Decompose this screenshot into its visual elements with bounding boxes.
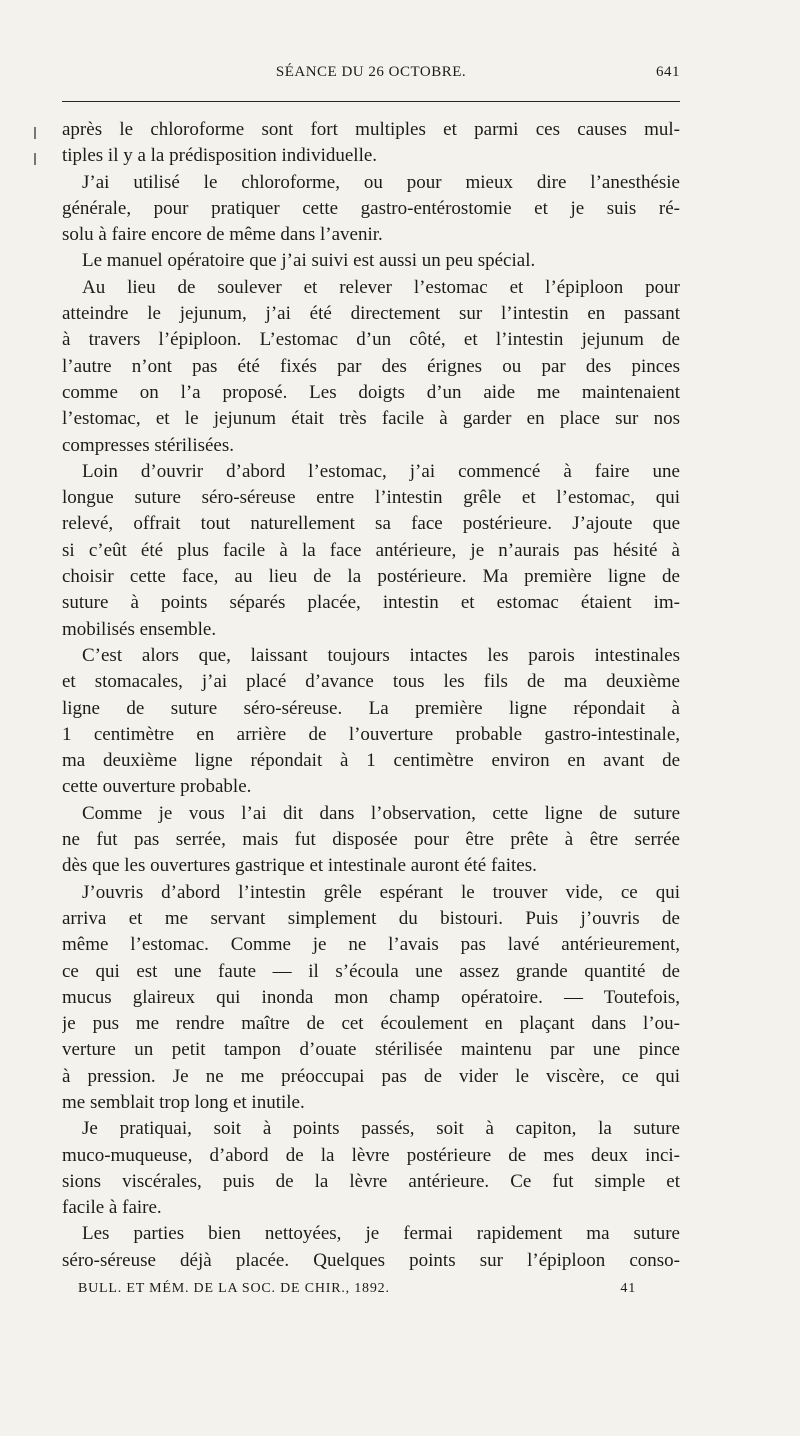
text-line: atteindre le jejunum, j’ai été directement sur l’intestin en passant <box>62 303 680 325</box>
text-line: J’ouvris d’abord l’intestin grêle espérant le trouver vide, ce qui <box>82 881 680 903</box>
text-line: je pus me rendre maître de cet écoulement en plaçant dans l’ou- <box>62 1013 680 1035</box>
text-line: longue suture séro-séreuse entre l’intestin grêle et l’estomac, qui <box>62 487 680 509</box>
text-line: compresses stérilisées. <box>62 434 235 456</box>
text-line: facile à faire. <box>62 1197 162 1219</box>
margin-mark <box>34 127 36 139</box>
text-line: Le manuel opératoire que j’ai suivi est aussi un peu spécial. <box>82 250 536 272</box>
signature-mark: 41 <box>620 1281 636 1296</box>
footer-citation: BULL. ET MÉM. DE LA SOC. DE CHIR., 1892. <box>78 1281 390 1296</box>
text-line: Comme je vous l’ai dit dans l’observation, cette ligne de suture <box>82 802 680 824</box>
text-line: J’ai utilisé le chloroforme, ou pour mieux dire l’anesthésie <box>82 171 680 193</box>
text-line: 1 centimètre en arrière de l’ouverture probable gastro-intestinale, <box>62 723 680 745</box>
text-line: ne fut pas serrée, mais fut disposée pour être prête à être serrée <box>62 829 680 851</box>
text-line: suture à points séparés placée, intestin et estomac étaient im- <box>62 592 680 614</box>
text-line: ligne de suture séro-séreuse. La première ligne répondait à <box>62 697 680 719</box>
text-line: mobilisés ensemble. <box>62 618 217 640</box>
text-line: arriva et me servant simplement du bistouri. Puis j’ouvris de <box>62 907 680 929</box>
text-line: générale, pour pratiquer cette gastro-entérostomie et je suis ré- <box>62 197 680 219</box>
text-line: dès que les ouvertures gastrique et intestinale auront été faites. <box>62 855 537 877</box>
text-line: l’estomac, et le jejunum était très facile à garder en place sur nos <box>62 408 680 430</box>
text-line: C’est alors que, laissant toujours intactes les parois intestinales <box>82 644 680 666</box>
text-line: me semblait trop long et inutile. <box>62 1091 305 1113</box>
text-line: choisir cette face, au lieu de la postérieure. Ma première ligne de <box>62 566 680 588</box>
text-line: comme on l’a proposé. Les doigts d’un aide me maintenaient <box>62 381 680 403</box>
text-line: et stomacales, j’ai placé d’avance tous les fils de ma deuxième <box>62 671 680 693</box>
running-head-title: SÉANCE DU 26 OCTOBRE. <box>275 64 467 80</box>
text-line: Je pratiquai, soit à points passés, soit à capiton, la suture <box>82 1118 680 1140</box>
header-rule <box>62 101 680 102</box>
text-line: ma deuxième ligne répondait à 1 centimètre environ en avant de <box>62 750 680 772</box>
body-text <box>62 117 680 1274</box>
text-line: si c’eût été plus facile à la face antérieure, je n’aurais pas hésité à <box>62 539 680 561</box>
text-line: Au lieu de soulever et relever l’estomac et l’épiploon pour <box>82 276 680 298</box>
text-line: Les parties bien nettoyées, je fermai rapidement ma suture <box>82 1223 680 1245</box>
text-line: mucus glaireux qui inonda mon champ opératoire. — Toutefois, <box>62 986 680 1008</box>
margin-mark <box>34 153 36 165</box>
text-line: tiples il y a la prédisposition individuelle. <box>62 145 378 167</box>
running-head <box>62 64 680 88</box>
text-line: même l’estomac. Comme je ne l’avais pas lavé antérieurement, <box>62 934 680 956</box>
text-line: à pression. Je ne me préoccupai pas de vider le viscère, ce qui <box>62 1065 680 1087</box>
text-line: à travers l’épiploon. L’estomac d’un côté, et l’intestin jejunum de <box>62 329 680 351</box>
text-line: ce qui est une faute — il s’écoula une assez grande quantité de <box>62 960 680 982</box>
text-line: cette ouverture probable. <box>62 776 252 798</box>
text-line: solu à faire encore de même dans l’avenir. <box>62 224 383 246</box>
text-line: muco-muqueuse, d’abord de la lèvre postérieure de mes deux inci- <box>62 1144 680 1166</box>
text-line: l’autre n’ont pas été fixés par des érignes ou par des pinces <box>62 355 680 377</box>
text-line: Loin d’ouvrir d’abord l’estomac, j’ai commencé à faire une <box>82 460 680 482</box>
text-line: relevé, offrait tout naturellement sa face postérieure. J’ajoute que <box>62 513 680 535</box>
page-number: 641 <box>656 64 680 80</box>
page-footer <box>78 1281 680 1303</box>
text-line: après le chloroforme sont fort multiples et parmi ces causes mul- <box>62 119 680 140</box>
text-line: séro-séreuse déjà placée. Quelques points sur l’épiploon conso- <box>62 1249 680 1271</box>
text-line: verture un petit tampon d’ouate stérilisée maintenu par une pince <box>62 1039 680 1061</box>
text-line: sions viscérales, puis de la lèvre antérieure. Ce fut simple et <box>62 1170 680 1192</box>
